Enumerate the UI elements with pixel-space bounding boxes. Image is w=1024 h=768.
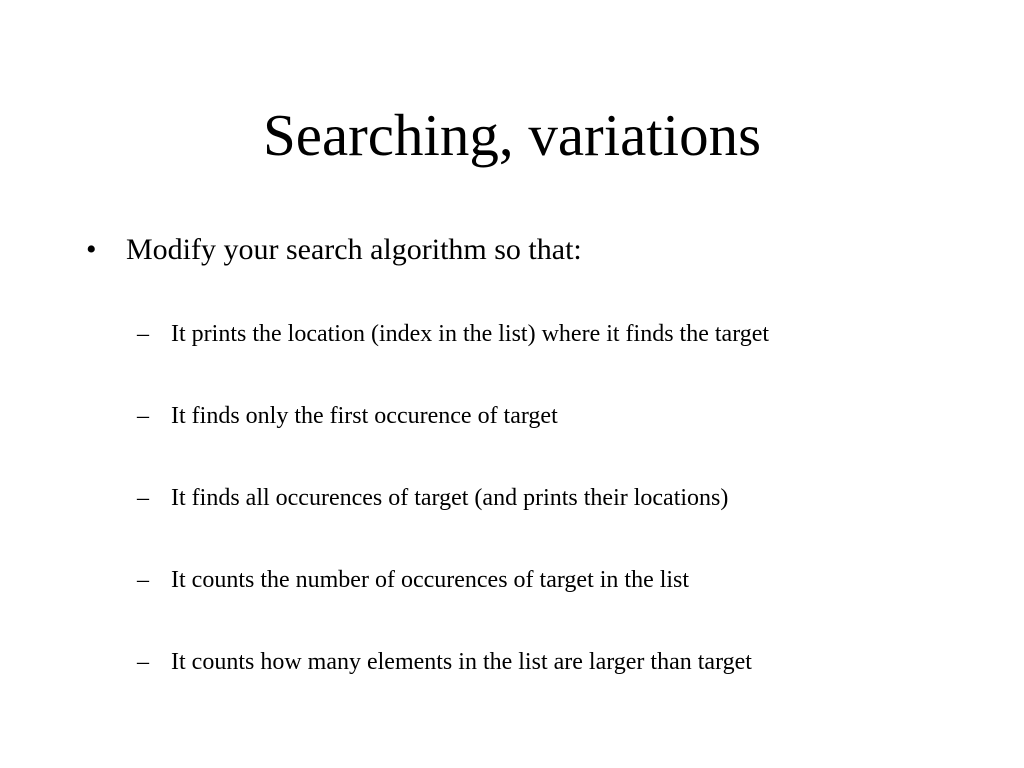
sub-item-marker: –	[137, 567, 149, 593]
sub-item-text: It counts the number of occurences of target in the list	[171, 567, 690, 593]
bullet-item	[0, 228, 1024, 272]
bullet-marker: •	[86, 233, 97, 266]
sub-item-text: It counts how many elements in the list are larger than target	[171, 649, 752, 675]
sub-item	[0, 481, 1024, 515]
sub-item	[0, 317, 1024, 351]
sub-item-marker: –	[137, 649, 149, 675]
sub-item-marker: –	[137, 321, 149, 347]
slide-title: Searching, variations	[262, 102, 762, 168]
sub-item-marker: –	[137, 403, 149, 429]
sub-item	[0, 563, 1024, 597]
sub-item-marker: –	[137, 485, 149, 511]
bullet-text: Modify your search algorithm so that:	[126, 233, 582, 266]
sub-item-text: It finds all occurences of target (and prints their locations)	[171, 485, 729, 511]
sub-item	[0, 645, 1024, 679]
sub-item-text: It prints the location (index in the list) where it finds the target	[171, 321, 770, 347]
sub-item-text: It finds only the first occurence of target	[171, 403, 558, 429]
sub-item	[0, 399, 1024, 433]
